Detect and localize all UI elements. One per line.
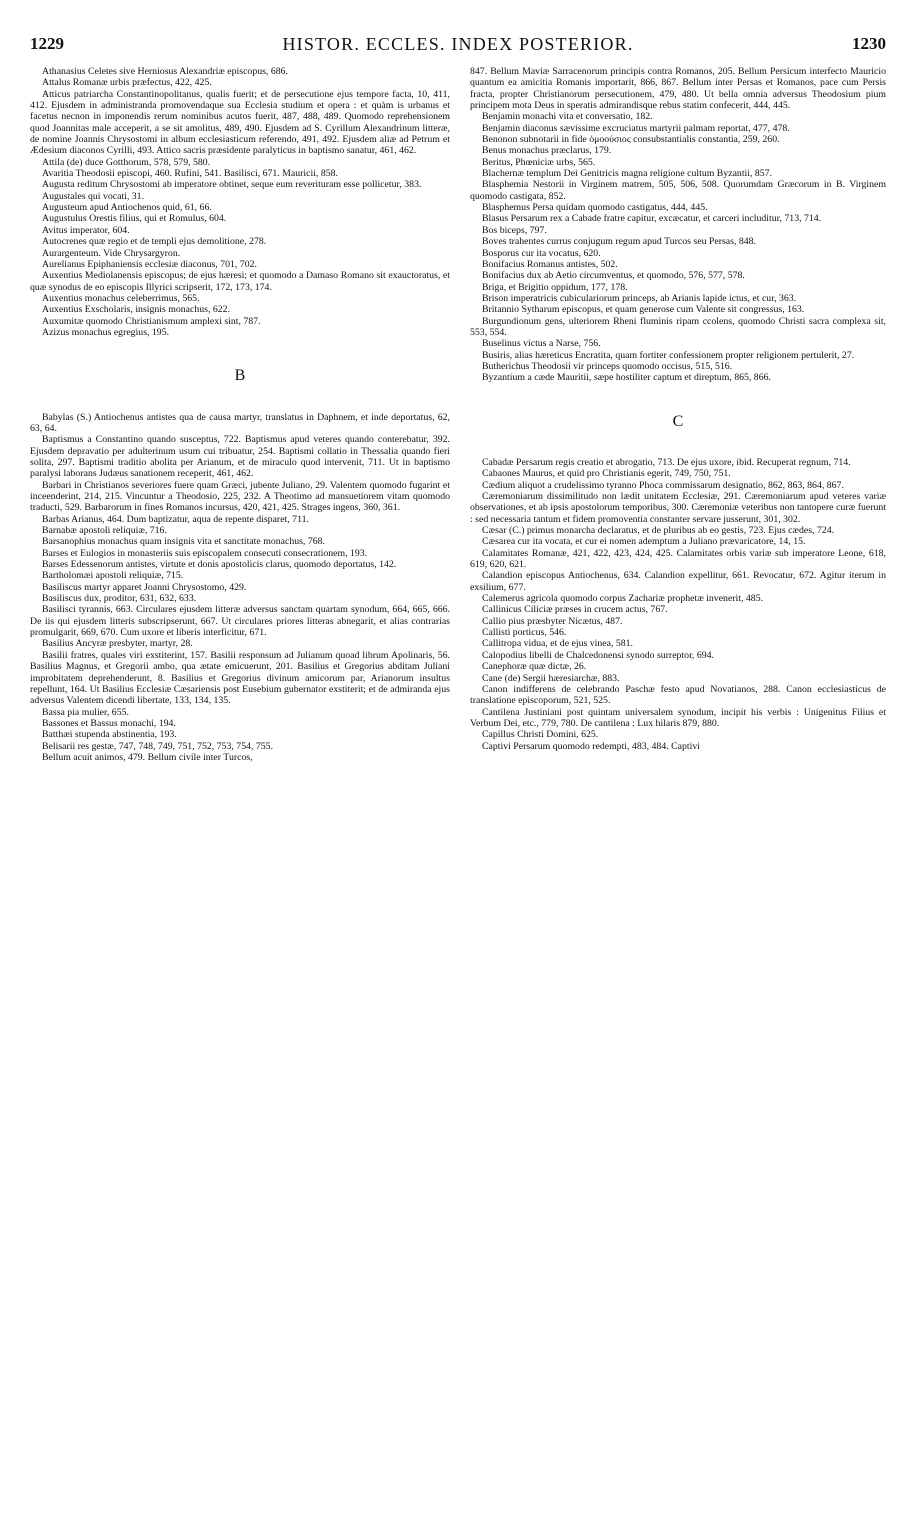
index-entry: Atticus patriarcha Constantinopolitanus, qualis fuerit; et de persecutione ejus tempore facta, 10, 411, 412. Ejusdem in administranda promovendaque sua Ecclesia studium et opera : et quàm is urbanus et facetus necnon in imponendis rerum nominibus acutos fuerit, 487, 488, 489. Quomodo reprehensionem quod Joannitas male acceperit, a se sit amolitus, 489, 490. Ejusdem ad S. Cyrillum Alexandrinum litteræ, de nomine Joannis Chrysostomi in album ecclesiasticum referendo, 491, 492. Ejusdem aliæ ad Petrum et Ædesium diaconos Cyrilli, 493. Attico sacris præsidente paralyticus in baptismo sanatur, 461, 462. [30,88,450,157]
index-entry: Auxentius Mediolanensis episcopus; de ejus hæresi; et quomodo a Damaso Romano sit exauctoratus, et quæ synodus de eo episcopis Illyrici scripserit, 172, 173, 174. [30,270,450,293]
section-letter-c: C [672,412,684,430]
index-entry: Bos biceps, 797. [482,224,547,236]
index-entry: Azizus monachus egregius, 195. [42,326,170,338]
index-entry: Bassones et Bassus monachi, 194. [42,717,176,729]
index-entry: Calamitates Romanæ, 421, 422, 423, 424, 425. Calamitates orbis variæ sub imperatore Leone, 618, 619, 620, 621. [470,547,886,571]
index-entry: Cæsarea cur ita vocata, et cur ei nomen ademptum a Juliano prævaricatore, 14, 15. [482,536,806,548]
index-entry: Blasphemia Nestorii in Virginem matrem, 505, 506, 508. Quorumdam Græcorum in B. Virginem quomodo castigata, 852. [470,179,886,202]
index-entry: Attila (de) duce Gotthorum, 578, 579, 580. [42,156,211,168]
index-entry: Callinicus Ciliciæ præses in crucem actus, 767. [482,604,668,616]
index-entry: Benus monachus præclarus, 179. [482,145,612,157]
index-entry: Cæremoniarum dissimilitudo non lædit unitatem Ecclesiæ, 291. Cæremoniarum apud veteres variæ observationes, et ab ipsis apostolorum temporibus, 300. Cæremoniæ veteribus non tantopere curæ fuerunt : sed necessaria tantum et fidem promoventia constanter servare jusserunt, 301, 302. [470,491,886,525]
index-entry: Burgundionum gens, ulteriorem Rheni fluminis ripam ccolens, quomodo Christi sacra complexa sit, 553, 554. [470,315,886,338]
index-entry: Babylas (S.) Antiochenus antistes qua de causa martyr, translatus in Daphnem, et inde deportatus, 62, 63, 64. [30,411,450,434]
index-entry: Beritus, Phœniciæ urbs, 565. [482,156,596,168]
index-entry: Aurelianus Epiphaniensis ecclesiæ diaconus, 701, 702. [42,258,257,270]
index-entry: Cæsar (C.) primus monarcha declaratus, et de pluribus ab eo gestis, 723. Ejus cædes, 724. [482,525,835,537]
index-entry: Bonifacius dux ab Aetio circumventus, et quomodo, 576, 577, 578. [482,270,745,282]
index-entry: Barbari in Christianos severiores fuere quam Græci, jubente Juliano, 29. Valentem quomodo fugarint et inceenderint, 214, 215. Vincuntur a Theodosio, 225, 232. A Theotimo ad mansuetiorem vitam quomodo traducti, 529. Barbarorum in fines Romanos incursus, 420, 421, 425. Strages ingens, 360, 361. [30,479,450,514]
index-entry: Byzantium a cæde Mauritii, sæpe hostiliter captum et direptum, 865, 866. [482,372,771,384]
index-entry: Augusta reditum Chrysostomi ab imperatore obtinet, seque eum reverituram esse pollicetur, 383. [42,179,422,191]
index-entry: Calandion episcopus Antiochenus, 634. Calandion expellitur, 661. Revocatur, 672. Agitur iterum in exsilium, 677. [470,570,886,593]
index-entry: Avaritia Theodosii episcopi, 460. Rufini, 541. Basilisci, 671. Mauricii, 858. [42,168,338,180]
index-entry: Augustales qui vocati, 31. [42,190,145,202]
index-entry: Augusteum apud Antiochenos quid, 61, 66. [42,202,212,214]
index-entry: Calopodius libelli de Chalcedonensi synodo surreptor, 694. [482,649,714,661]
index-entry: Callisti porticus, 546. [482,627,567,639]
index-entry: Bassa pia mulier, 655. [42,706,129,718]
index-entry: Bonifacius Romanus antistes, 502. [482,258,618,270]
entries-c-list [470,457,886,752]
index-entry: Auxentius Exscholaris, insignis monachus, 622. [42,304,231,316]
index-entry: Cabaones Maurus, et quid pro Christianis egerit, 749, 750, 751. [482,468,731,480]
index-entry: Autocrenes quæ regio et de templi ejus demolitione, 278. [42,236,267,248]
index-entry: Basiliscus martyr apparet Joanni Chrysostomo, 429. [42,581,247,593]
index-entry: Buselinus victus a Narse, 756. [482,338,601,350]
index-entry: Bellum acuit animos, 479. Bellum civile inter Turcos, [42,751,253,763]
index-entry: Blachernæ templum Dei Genitricis magna religione cultum Byzantii, 857. [482,168,773,180]
index-entry: Cædium aliquot a crudelissimo tyranno Phoca commissarum designatio, 862, 863, 864, 867. [482,479,844,491]
index-entry: Basilius Ancyræ presbyter, martyr, 28. [42,638,193,650]
index-entry: Benonon subnotarii in fide ὁμοούσιος consubstantialis constantia, 259, 260. [482,134,780,146]
index-entry: Auxumitæ quomodo Christianismum amplexi sint, 787. [42,315,261,327]
index-entry: Attalus Romanæ urbis præfectus, 422, 425. [42,77,212,89]
index-entry: Augustulus Orestis filius, qui et Romulus, 604. [42,213,227,225]
section-letter-b: B [234,367,246,385]
entries-b-list [30,412,450,764]
left-page-number: 1229 [30,34,64,53]
right-page-number: 1230 [852,34,886,53]
index-entry: Cabadæ Persarum regis creatio et abrogatio, 713. De ejus uxore, ibid. Recuperat regnum, 714. [482,456,851,468]
index-entry: Basilii fratres, quales viri exstiterint, 157. Basilii responsum ad Julianum quoad librum Apolinaris, 56. Basilius Magnus, et Gregorii ambo, qua ætate emicuerunt, 201. Basilius et Gregorius abditam Juliani improbitatem deprehenderunt, 8. Basilius et Gregorius divinum amicorum par, Arianorum insultus repellunt, 164. Ut Basilius Ecclesiæ Cæsariensis post Eusebium gubernator exstiterit; et de admiranda ejus adversus Valentem dicendi libertate, 133, 134, 135. [30,649,450,707]
index-entry: Benjamin monachi vita et conversatio, 182. [482,111,653,123]
index-entry: Canephoræ quæ dictæ, 26. [482,661,587,673]
index-entry: Butherichus Theodosii vir princeps quomodo occisus, 515, 516. [482,360,733,372]
index-entry: Cantilena Justiniani post quintam universalem synodum, incipit his verbis : Unigenitus Filius et Verbum Dei, etc., 779, 780. De cantilena : Lux hilaris 879, 880. [470,706,886,729]
index-entry: Callio pius præsbyter Nicætus, 487. [482,615,623,627]
entries-a-list [30,66,450,338]
index-entry: Cane (de) Sergii hæresiarchæ, 883. [482,672,620,684]
index-entry: 847. Bellum Maviæ Sarracenorum principis contra Romanos, 205. Bellum Persicum interfecto Mauricio quantum ea amicitia Romanis importarit, 866, 867. Bellum inter Persas et Romanos, pace cum Persis fracta, propter Christianorum persecutionem, 479, 480. Ut bella omnia adversus Theodosium pium principem mota Deus in speratis admirandisque rebus statim confecerit, 444, 445. [470,66,886,112]
index-entry: Captivi Persarum quomodo redempti, 483, 484. Captivi [482,740,700,752]
index-entry: Bartholomæi apostoli reliquiæ, 715. [42,570,184,582]
index-entry: Boves trahentes currus conjugum regum apud Turcos seu Persas, 848. [482,236,757,248]
index-entry: Canon indifferens de celebrando Paschæ festo apud Novatianos, 288. Canon ecclesiasticus de translatione episcoporum, 521, 525. [470,683,886,707]
index-entry: Batthæi stupenda abstinentia, 193. [42,729,177,741]
index-entry: Brison imperatricis cubiculariorum princeps, ab Arianis lapide ictus, et cur, 363. [482,292,797,304]
index-entry: Athanasius Celetes sive Herniosus Alexandriæ episcopus, 686. [42,66,288,77]
index-entry: Britannio Sytharum episcopus, et quam generose cum Valente sit congressus, 163. [482,304,805,316]
index-entry: Capillus Christi Domini, 625. [482,729,599,741]
index-entry: Blasphemus Persa quidam quomodo castigatus, 444, 445. [482,202,708,214]
index-entry: Benjamin diaconus sævissime excruciatus martyrii palmam reportat, 477, 478. [482,122,790,134]
left-column [30,66,450,1526]
index-entry: Calemerus agricola quomodo corpus Zachariæ prophetæ invenerit, 485. [482,593,764,605]
index-entry: Avitus imperator, 604. [42,224,130,236]
index-entry: Callitropa vidua, et de ejus vinea, 581. [482,638,633,650]
index-entry: Basiliscus dux, proditor, 631, 632, 633. [42,593,197,605]
index-entry: Barses et Eulogios in monasteriis suis episcopalem consecuti consecrationem, 193. [42,547,368,559]
index-entry: Baptismus a Constantino quando susceptus, 722. Baptismus apud veteres quando conterebatur, 392. Ejusdem depravatio per adulterinum usum cui tribuatur, 254. Baptismi collatio in Thessalia quando fieri solita, 297. Baptismi traditio abolita per Arianum, et de miraculo quod intervenit, 711. Ut in baptismo paralysi laborans Judæus sanationem receperit, 461, 462. [30,434,450,480]
page-header [30,34,886,60]
index-entry: Auxentius monachus celeberrimus, 565. [42,292,200,304]
index-entry: Barses Edessenorum antistes, virtute et donis apostolicis clarus, quomodo deportatus, 142. [42,559,397,571]
running-title: HISTOR. ECCLES. INDEX POSTERIOR. [282,34,634,54]
index-entry: Barsanophius monachus quam insignis vita et sanctitate monachus, 768. [42,536,325,548]
index-entry: Barnabæ apostoli reliquiæ, 716. [42,525,167,537]
index-entry: Bosporus cur ita vocatus, 620. [482,247,601,259]
index-entry: Briga, et Brigitio oppidum, 177, 178. [482,281,628,293]
index-entry: Barbas Arianus, 464. Dum baptizatur, aqua de repente disparet, 711. [42,513,309,525]
entries-b-continued-list [470,66,886,384]
index-entry: Busiris, alias hæreticus Encratita, quam fortiter confessionem propter religionem pertulerit, 27. [482,349,855,361]
index-entry: Blasus Persarum rex a Cabade fratre capitur, excæcatur, et carceri includitur, 713, 714. [482,213,822,225]
index-entry: Basilisci tyrannis, 663. Circulares ejusdem litteræ adversus sanctam quartam synodum, 664, 665, 666. De iis qui ejusdem litteris subscripserunt, 667. Ut circulares priores litteras abnegarit, et alias contrarias promulgarit, 669, 670. Cum uxore et liberis interficitur, 671. [30,604,450,639]
index-entry: Belisarii res gestæ, 747, 748, 749, 751, 752, 753, 754, 755. [42,740,274,752]
index-entry: Aurargenteum. Vide Chrysargyron. [42,247,181,259]
right-column [470,66,886,1526]
